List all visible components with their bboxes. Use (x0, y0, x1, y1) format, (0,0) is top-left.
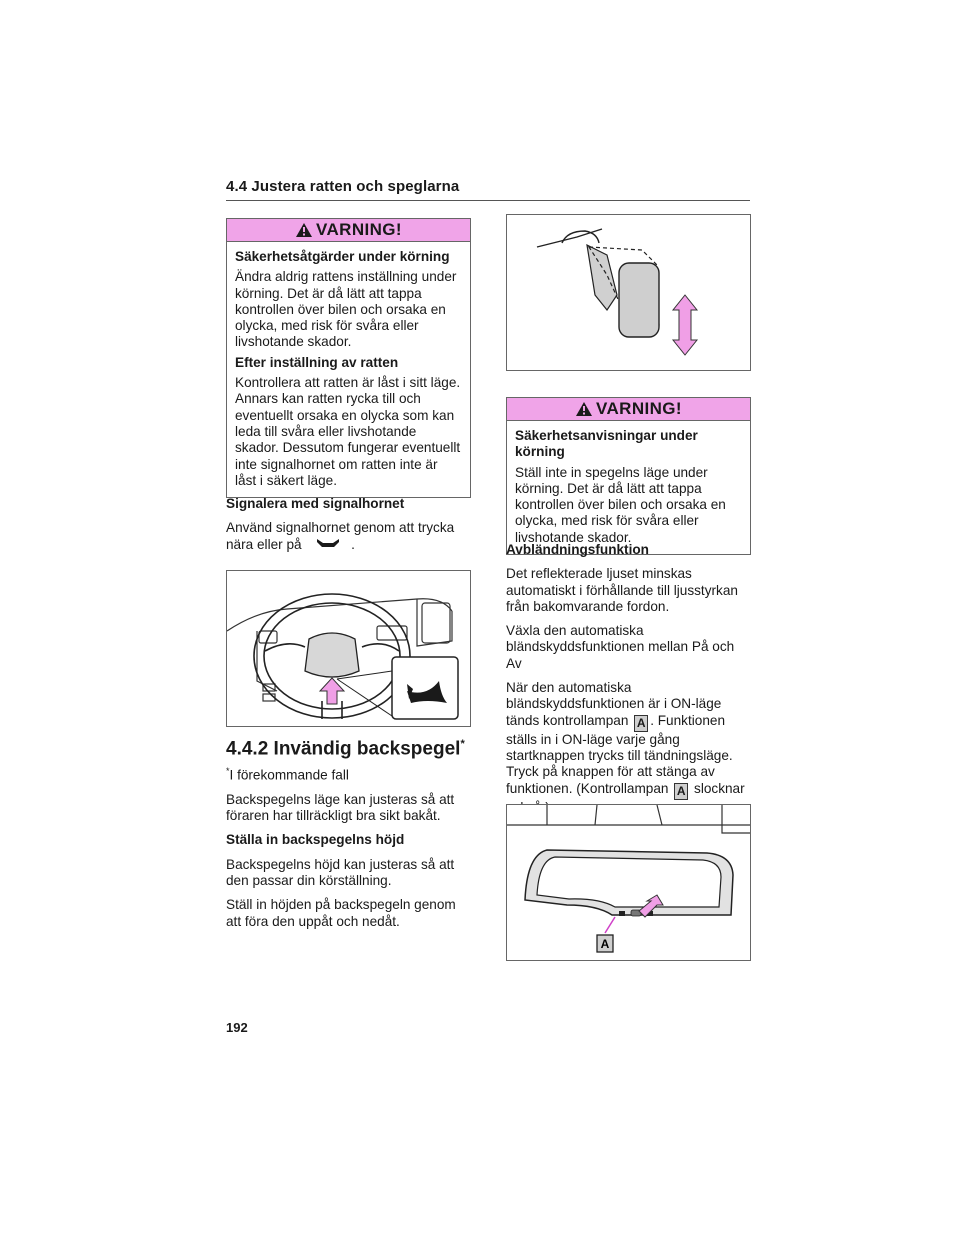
warning-box-right (506, 397, 751, 555)
horn-section (226, 496, 469, 561)
footnote-asterisk: * (226, 766, 230, 776)
horn-text-b: . (351, 536, 355, 552)
warning-heading (227, 219, 470, 242)
footnote (226, 763, 469, 784)
horn-text-a: Använd signalhornet genom att trycka nära eller på (226, 520, 455, 552)
mirror-intro: Backspegelns läge kan justeras så att föraren har tillräckligt bra sikt bakåt. (226, 791, 455, 824)
antiglare-text-3c: slocknar (694, 780, 745, 796)
warning-heading-right (507, 398, 750, 421)
steering-wheel-figure (226, 570, 471, 727)
section-heading-442-text: 4.4.2 Invändig backspegel (226, 738, 461, 760)
warning-heading-text: VARNING! (316, 220, 402, 239)
mirror-height-text-2: Ställ in höjden på backspegeln genom att föra den uppåt och nedåt. (226, 897, 456, 929)
mirror-antiglare-figure (506, 804, 751, 961)
warning-heading-right-text: VARNING! (596, 399, 682, 418)
mirror-height-title: Ställa in backspegelns höjd (226, 832, 405, 848)
antiglare-text-3a: När den automatiska bländskyddsfunktionen är i ON-läge tänds kontrollampan (506, 680, 722, 728)
warning-right-text: Ställ inte in spegelns läge under körning. Det är då lätt att tappa kontrollen över bilen och orsaka en olycka, med risk för svåra eller livshotande skador. (515, 464, 726, 545)
mirror-section-text (226, 763, 469, 938)
mirror-height-figure (506, 214, 751, 371)
mirror-height-text-1: Backspegelns höjd kan justeras så att den passar din körställning. (226, 856, 455, 889)
indicator-marker-a: A (634, 715, 648, 732)
warning-triangle-icon (575, 401, 593, 417)
antiglare-text-1: Det reflekterade ljuset minskas automatiskt i förhållande till ljusstyrkan från bakomvarande fordon. (506, 566, 738, 614)
mirror-height-illustration (507, 215, 750, 370)
warning-subtitle-2: Efter inställning av ratten (235, 354, 399, 370)
figure-marker-a: A (600, 937, 610, 951)
warning-text-1: Ändra aldrig rattens inställning under körning. Det är då lätt att tappa kontrollen över bilen och orsaka en olycka, med risk för svåra eller livshotande skador. (235, 269, 457, 350)
steering-pad-icon (315, 538, 341, 550)
section-heading-442 (226, 738, 469, 760)
steering-wheel-illustration (227, 571, 470, 726)
antiglare-title: Avbländningsfunktion (506, 542, 649, 557)
footnote-text: I förekommande fall (229, 767, 349, 783)
rearview-mirror-illustration (507, 805, 750, 960)
asterisk-mark: * (460, 738, 465, 750)
warning-triangle-icon (295, 222, 313, 238)
indicator-marker-a-2: A (674, 783, 688, 800)
warning-text-2: Kontrollera att ratten är låst i sitt läge. Annars kan ratten rycka till och eventuellt orsaka en olycka som kan leda till svåra eller livshotande skador. Dessutom fungerar eventuellt inte signalhornet om ratten inte är låst i säkert läge. (235, 375, 461, 488)
antiglare-text-3b: . Funktionen ställs in i ON-läge varje gång startknappen trycks till tändningsläge. Tryck på knappen för att stänga av funktionen. (Kontrollampan (506, 712, 733, 796)
section-header: 4.4 Justera ratten och speglarna (226, 178, 750, 201)
warning-box-left (226, 218, 471, 498)
warning-subtitle-1: Säkerhetsåtgärder under körning (235, 249, 450, 264)
warning-right-subtitle: Säkerhetsanvisningar under körning (515, 428, 698, 460)
horn-text (226, 520, 469, 553)
antiglare-text-3 (506, 680, 752, 816)
page-number: 192 (226, 1020, 248, 1035)
horn-title: Signalera med signalhornet (226, 496, 405, 511)
antiglare-text-2: Växla den automatiska bländskyddsfunktionen mellan På och Av (506, 623, 735, 671)
antiglare-section (506, 542, 752, 824)
